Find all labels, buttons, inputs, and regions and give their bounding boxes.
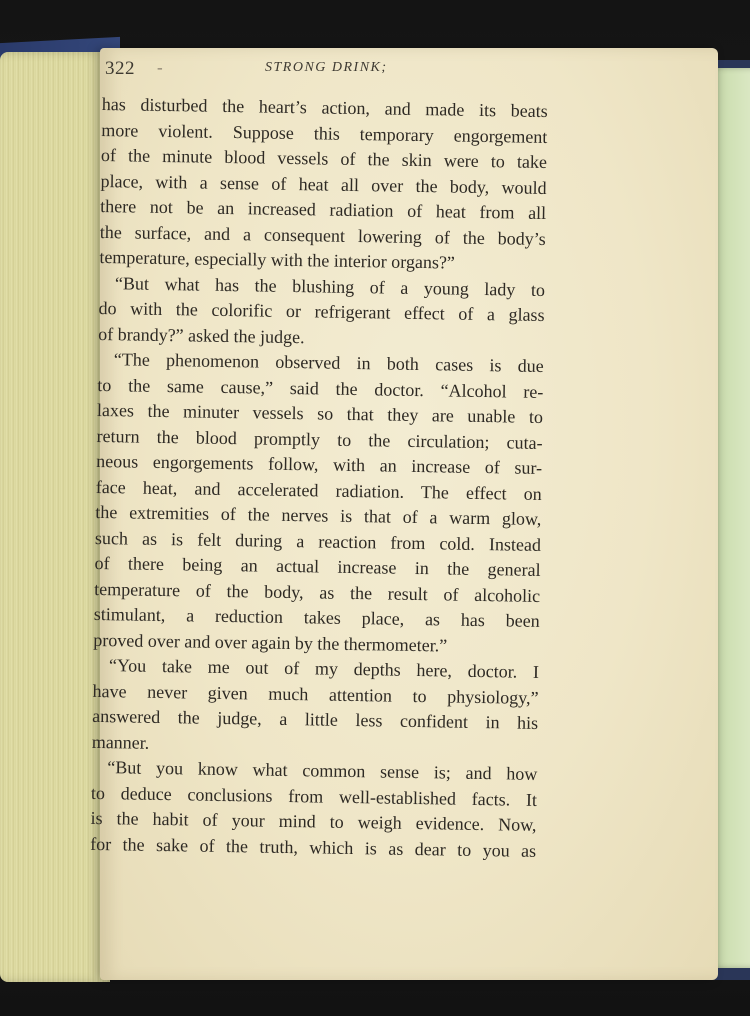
text-line: temperature, especially with the interior organs?”: [99, 246, 456, 273]
text-line: temperature of the body, as the result of alcoholic: [94, 578, 541, 606]
text-line: “But you know what common sense is; and how: [107, 757, 538, 784]
text-line: the surface, and a consequent lowering of the body’s: [99, 221, 546, 249]
text-line: to deduce conclusions from well-established facts. It: [90, 782, 538, 810]
text-line: of brandy?” asked the judge.: [98, 323, 305, 347]
text-line: more violent. Suppose this temporary engorgement: [101, 119, 548, 147]
text-line: is the habit of your mind to weigh evidence. Now,: [90, 807, 537, 835]
text-line: return the blood promptly to the circulation; cuta-: [96, 425, 543, 453]
text-line: “You take me out of my depths here, doctor. I: [108, 655, 540, 682]
text-line: have never given much attention to physiology,”: [92, 680, 539, 708]
page-number: 322: [105, 58, 135, 79]
text-line: place, with a sense of heat all over the body, would: [100, 170, 547, 198]
text-line: stimulant, a reduction takes place, as has been: [93, 603, 540, 631]
text-line: proved over and over again by the thermometer.”: [93, 629, 448, 655]
text-line: “But what has the blushing of a young lady to: [114, 272, 546, 300]
running-head-mark: -: [157, 58, 163, 77]
page-body-text: [90, 92, 548, 864]
text-line: answered the judge, a little less confident in his: [92, 705, 539, 733]
text-line: manner.: [91, 731, 150, 753]
text-line: “The phenomenon observed in both cases is due: [113, 349, 544, 376]
text-line: to the same cause,” said the doctor. “Alcohol re-: [97, 374, 544, 402]
text-line: laxes the minuter vessels so that they are unable to: [96, 399, 544, 427]
text-line: the extremities of the nerves is that of a warm glow,: [95, 501, 542, 529]
text-line: face heat, and accelerated radiation. The effect on: [95, 476, 542, 504]
text-line: such as is felt during a reaction from cold. Instead: [94, 527, 542, 555]
running-title: STRONG DRINK;: [265, 60, 388, 75]
text-line: there not be an increased radiation of heat from all: [100, 195, 547, 223]
text-line: of there being an actual increase in the general: [94, 552, 541, 580]
text-line: has disturbed the heart’s action, and made its beats: [101, 93, 548, 122]
text-line: neous engorgements follow, with an increase of sur-: [96, 450, 543, 478]
text-line: do with the colorific or refrigerant effect of a glass: [98, 297, 545, 325]
running-head: [105, 58, 545, 84]
text-line: for the sake of the truth, which is as dear to you as: [90, 833, 537, 861]
text-line: of the minute blood vessels of the skin were to take: [100, 144, 548, 172]
